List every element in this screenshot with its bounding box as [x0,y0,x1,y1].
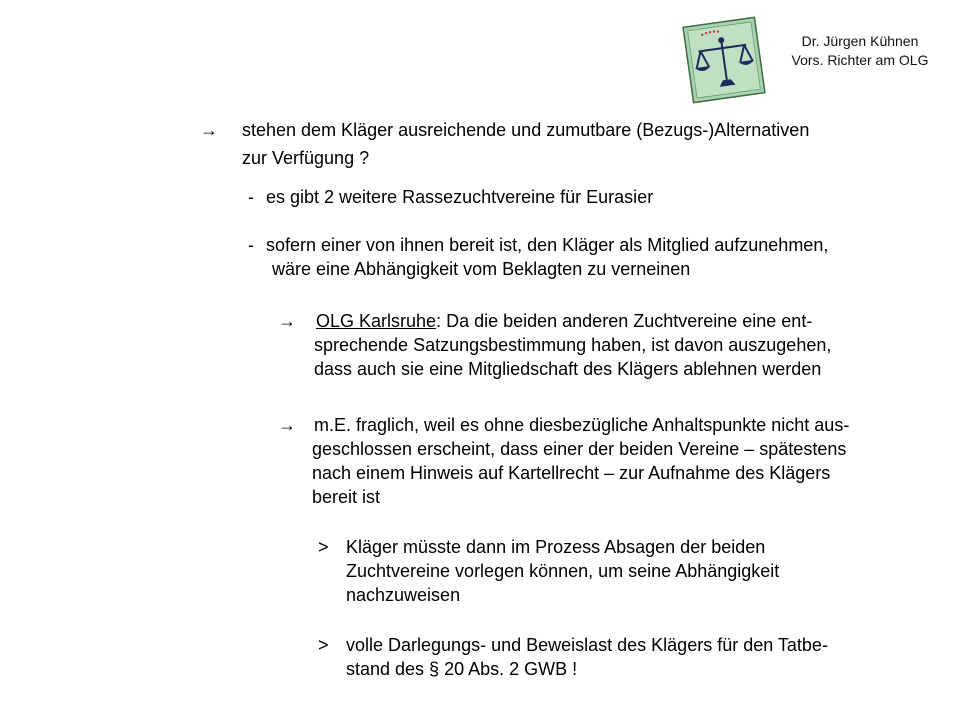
author-block [772,32,948,70]
arrow-bullet: → [278,415,296,435]
opinion-line-3: nach einem Hinweis auf Kartellrecht – zur Aufnahme des Klägers [312,463,831,483]
author-name: Dr. Jürgen Kühnen [801,33,919,49]
arrow-bullet: → [278,311,296,331]
point-2-line-2: wäre eine Abhängigkeit vom Beklagten zu verneinen [272,259,691,279]
olg-line-2: sprechende Satzungsbestimmung haben, ist davon auszugehen, [314,335,832,355]
author-title: Vors. Richter am OLG [791,52,929,68]
main-question-line-2: zur Verfügung ? [242,148,370,168]
main-question-line-1: → stehen dem Kläger ausreichende und zumutbare (Bezugs-)Alternativen [200,120,810,140]
scales-of-justice-icon [676,12,772,108]
consequence-2-line-1: > volle Darlegungs- und Beweislast des Klägers für den Tatbe- [318,635,828,655]
olg-line-1: → OLG Karlsruhe: Da die beiden anderen Zuchtvereine eine ent- [278,311,813,331]
consequence-1-line-3: nachzuweisen [346,585,461,605]
opinion-line-1: → m.E. fraglich, weil es ohne diesbezügliche Anhaltspunkte nicht aus- [278,415,850,435]
consequence-2-line-2: stand des § 20 Abs. 2 GWB ! [346,659,578,679]
gt-bullet: > [318,635,329,655]
point-1: - es gibt 2 weitere Rassezuchtvereine für Eurasier [248,187,654,207]
consequence-1-line-2: Zuchtvereine vorlegen können, um seine Abhängigkeit [346,561,780,581]
opinion-line-4: bereit ist [312,487,381,507]
gt-bullet: > [318,537,329,557]
dash-bullet: - [248,187,254,207]
olg-line-3: dass auch sie eine Mitgliedschaft des Klägers ablehnen werden [314,359,822,379]
arrow-bullet: → [200,120,218,140]
dash-bullet: - [248,235,254,255]
court-name: OLG Karlsruhe [316,311,437,331]
consequence-1-line-1: > Kläger müsste dann im Prozess Absagen der beiden [318,537,766,557]
point-2-line-1: - sofern einer von ihnen bereit ist, den Kläger als Mitglied aufzunehmen, [248,235,829,255]
opinion-line-2: geschlossen erscheint, dass einer der beiden Vereine – spätestens [312,439,847,459]
